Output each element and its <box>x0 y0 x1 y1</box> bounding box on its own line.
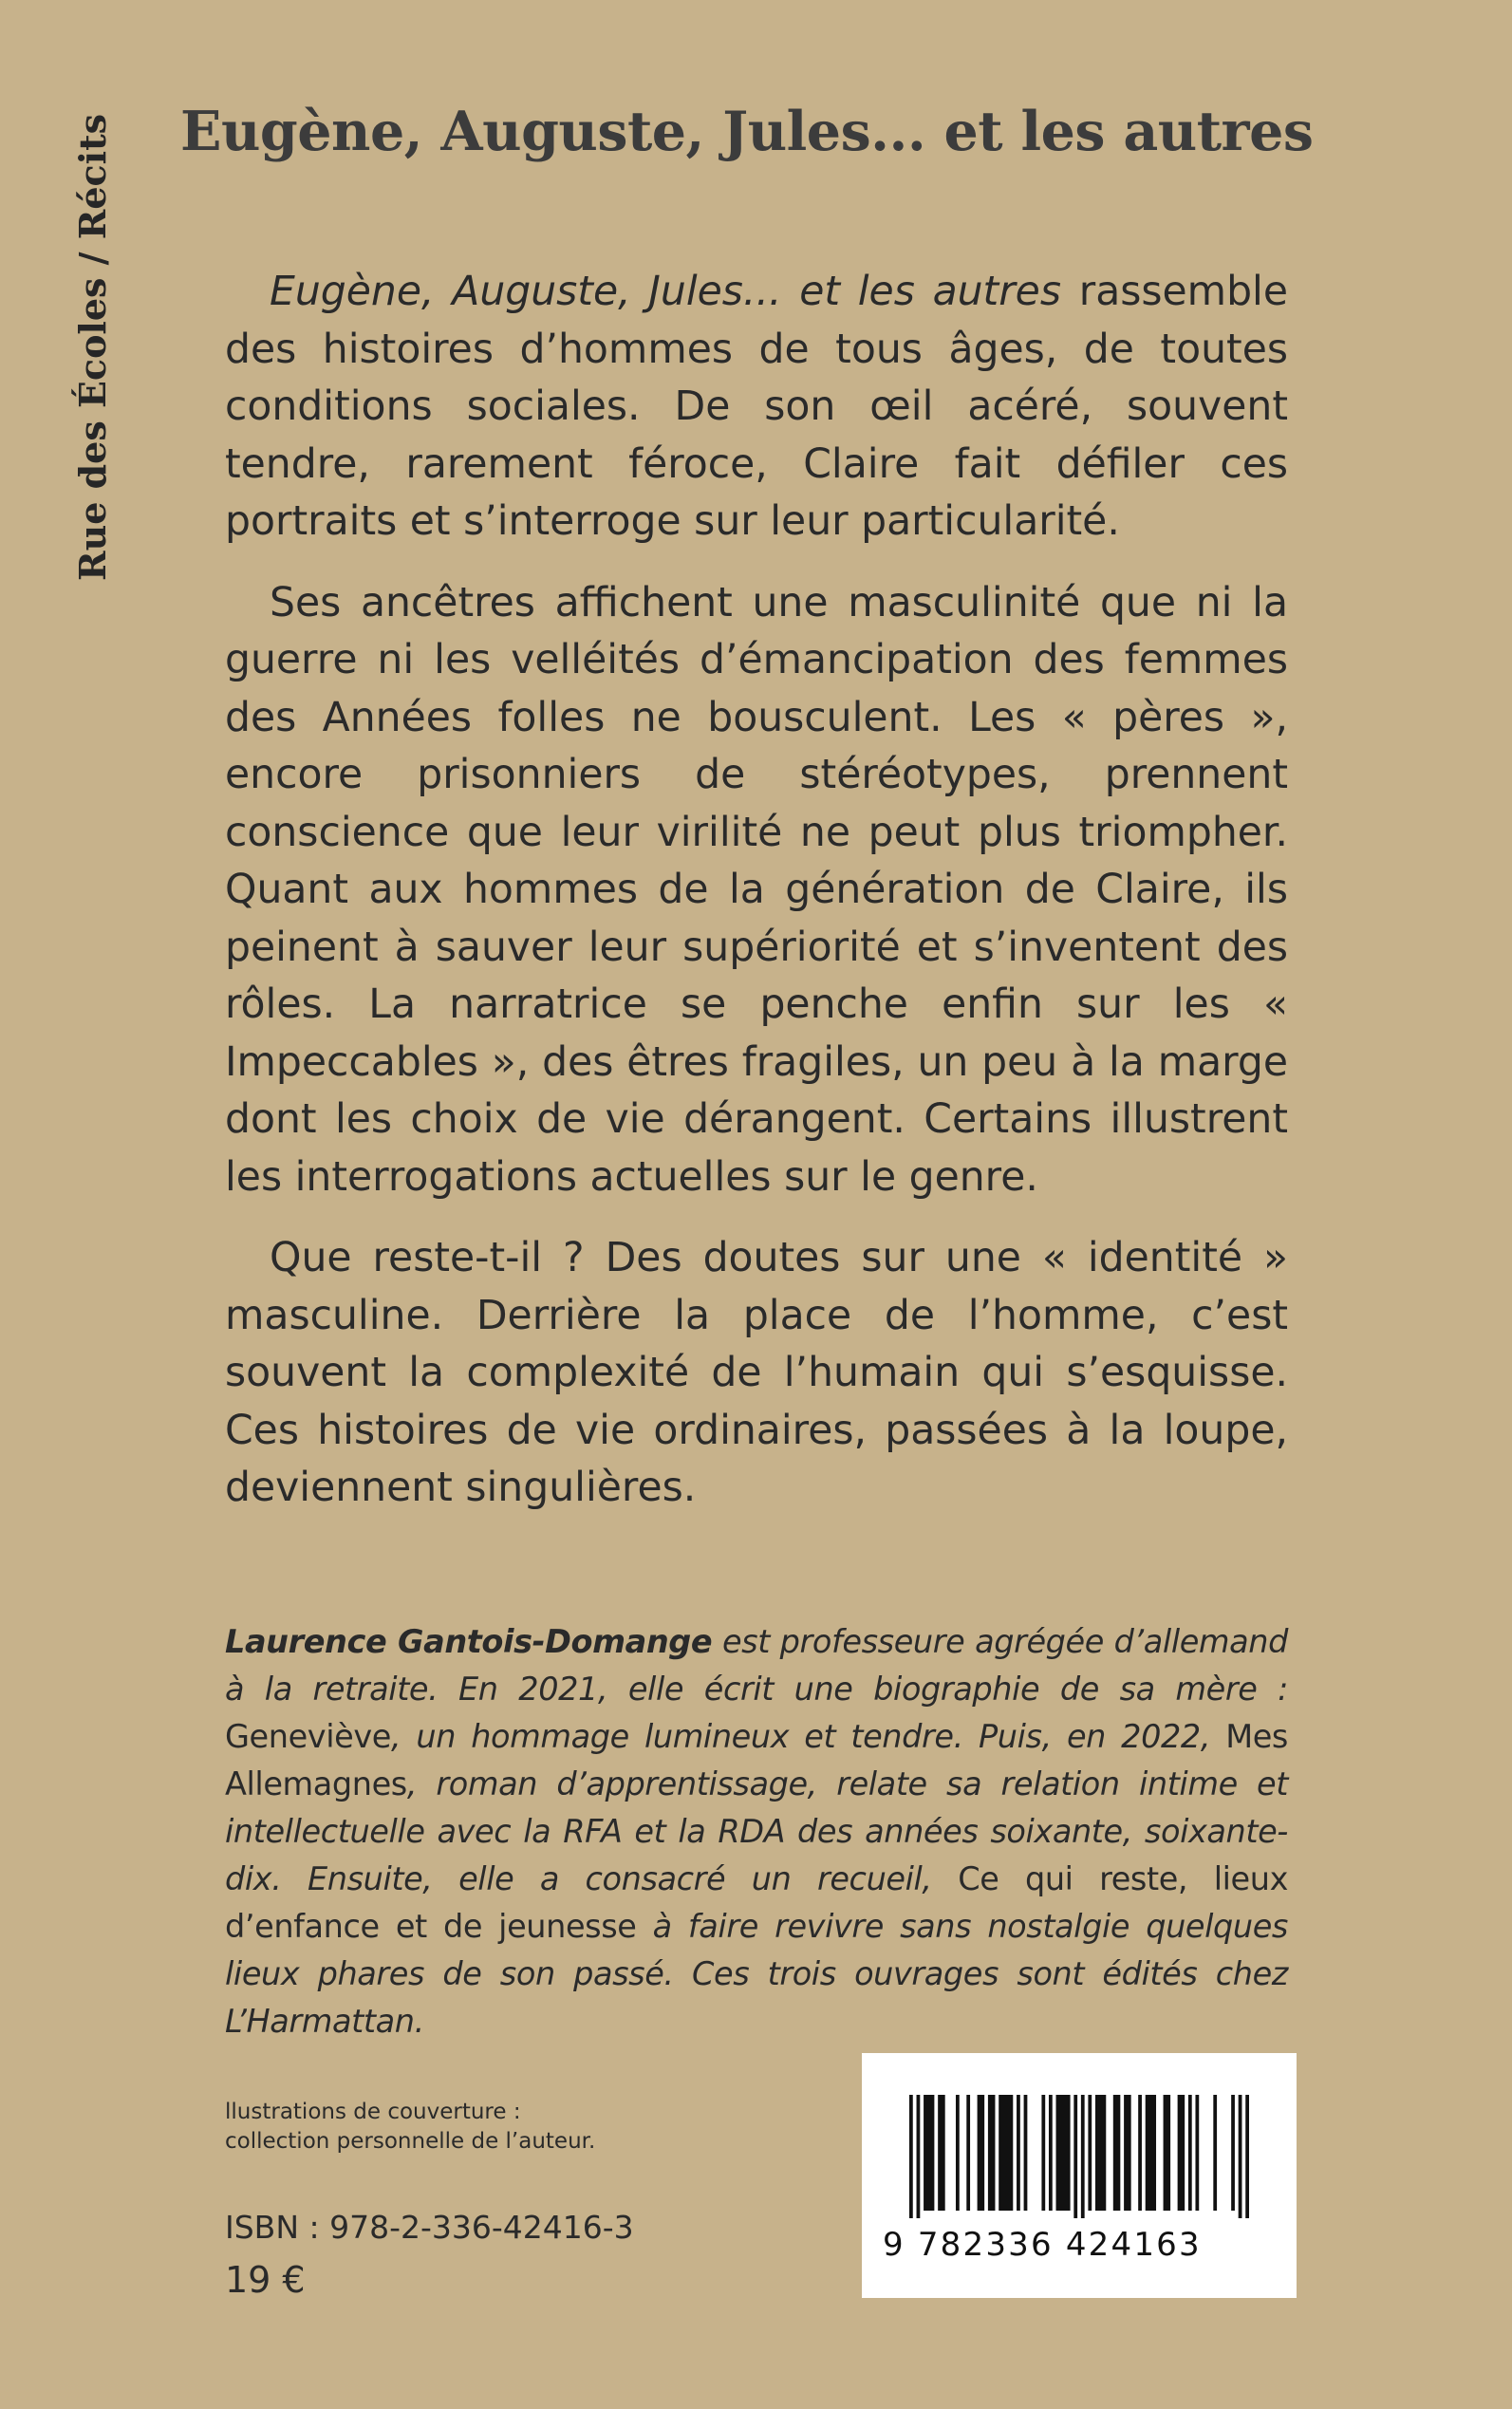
barcode-bar <box>999 2095 1013 2211</box>
barcode-bar <box>1146 2095 1156 2211</box>
barcode-bar <box>1245 2095 1249 2218</box>
book-title-1: Geneviève <box>225 1718 391 1755</box>
barcode-bar <box>1213 2095 1217 2211</box>
barcode-bar <box>1124 2095 1131 2211</box>
barcode-bar <box>1231 2095 1235 2211</box>
book-title: Eugène, Auguste, Jules... et les autres <box>180 100 1314 163</box>
barcode-bar <box>1049 2095 1053 2211</box>
barcode-bar <box>1081 2095 1085 2218</box>
blurb-paragraph-1 <box>225 264 1288 551</box>
barcode-bar <box>1239 2095 1242 2218</box>
credits-line-2: collection personnelle de l’auteur. <box>225 2129 596 2154</box>
illustration-credits <box>225 2098 595 2157</box>
barcode-bar <box>1164 2095 1171 2211</box>
barcode-digits: 9 782336 424163 <box>883 2226 1202 2264</box>
barcode-bar <box>1041 2095 1045 2211</box>
barcode-bar <box>1138 2095 1142 2211</box>
barcode-bar <box>1088 2095 1092 2211</box>
barcode <box>862 2053 1297 2298</box>
barcode-bar <box>978 2095 985 2211</box>
blurb-paragraph-3: Que reste-t-il ? Des doutes sur une « identité » masculine. Derrière la place de l’homme, c’est souvent la complexité de l’humain qui s’esquisse. Ces histoires de vie ordinaires, passées à la loupe, deviennent singulières. <box>225 1235 1288 1511</box>
barcode-bar <box>938 2095 945 2211</box>
barcode-bar <box>1024 2095 1028 2211</box>
author-bio <box>225 1618 1288 2045</box>
barcode-bar <box>924 2095 934 2211</box>
back-cover-blurb <box>225 264 1288 1541</box>
barcode-bar <box>1188 2095 1192 2211</box>
barcode-bar <box>909 2095 913 2218</box>
blurb-paragraph-2: Ses ancêtres affichent une masculinité que ni la guerre ni les velléités d’émancipation des femmes des Années folles ne bousculent. Les « pères », encore prisonniers de stéréotypes, prennent conscience que leur virilité ne peut plus triompher. Quant aux hommes de la génération de Claire, ils peinent à sauver leur supériorité et s’inventent des rôles. La narratrice se penche enfin sur les « Impeccables », des êtres fragiles, un peu à la marge dont les choix de vie dérangent. Certains illustrent les interrogations actuelles sur le genre. <box>225 579 1288 1201</box>
barcode-bar <box>988 2095 996 2211</box>
barcode-bars <box>909 2095 1249 2218</box>
isbn-text: ISBN : 978-2-336-42416-3 <box>225 2209 634 2246</box>
barcode-bar <box>917 2095 921 2218</box>
barcode-bar <box>1095 2095 1106 2211</box>
blurb-paragraph-1-text: rassemble des histoires d’hommes de tous âges, de toutes conditions sociales. De son œil acéré, souvent tendre, rarement féroce, Claire fait défiler ces portraits et s’interroge sur leur particularité. <box>225 269 1288 545</box>
barcode-bar <box>1195 2095 1199 2211</box>
barcode-bar <box>1017 2095 1020 2211</box>
price-text: 19 € <box>225 2259 306 2301</box>
barcode-bar <box>1073 2095 1077 2218</box>
series-label: Rue des Écoles / Récits <box>71 113 114 581</box>
credits-line-1: llustrations de couverture : <box>225 2100 521 2124</box>
book-title-3: Ce qui reste, lieux d’enfance et de jeunesse <box>225 1860 1288 1945</box>
barcode-bar <box>956 2095 960 2211</box>
barcode-bar <box>1178 2095 1185 2211</box>
author-bio-paragraph: Laurence Gantois-Domange est professeure agrégée d’allemand à la retraite. En 2021, elle écrit une biographie de sa mère : Geneviève, un hommage lumineux et tendre. Puis, en 2022, Mes Allemagnes, roman d’apprentissage, relate sa relation intime et intellectuelle avec la RFA et la RDA des années soixante, soixante-dix. Ensuite, elle a consacré un recueil, Ce qui reste, lieux d’enfance et de jeunesse à faire revivre sans nostalgie quelques lieux phares de son passé. Ces trois ouvrages sont édités chez L’Harmattan. <box>225 1623 1288 2040</box>
book-title-2: Mes Allemagnes <box>225 1718 1288 1802</box>
barcode-bar <box>966 2095 970 2211</box>
blurb-title-italic: Eugène, Auguste, Jules... et les autres <box>270 269 1061 315</box>
barcode-bar <box>1113 2095 1121 2211</box>
author-name: Laurence Gantois-Domange <box>225 1623 713 1660</box>
barcode-bar <box>1056 2095 1071 2211</box>
